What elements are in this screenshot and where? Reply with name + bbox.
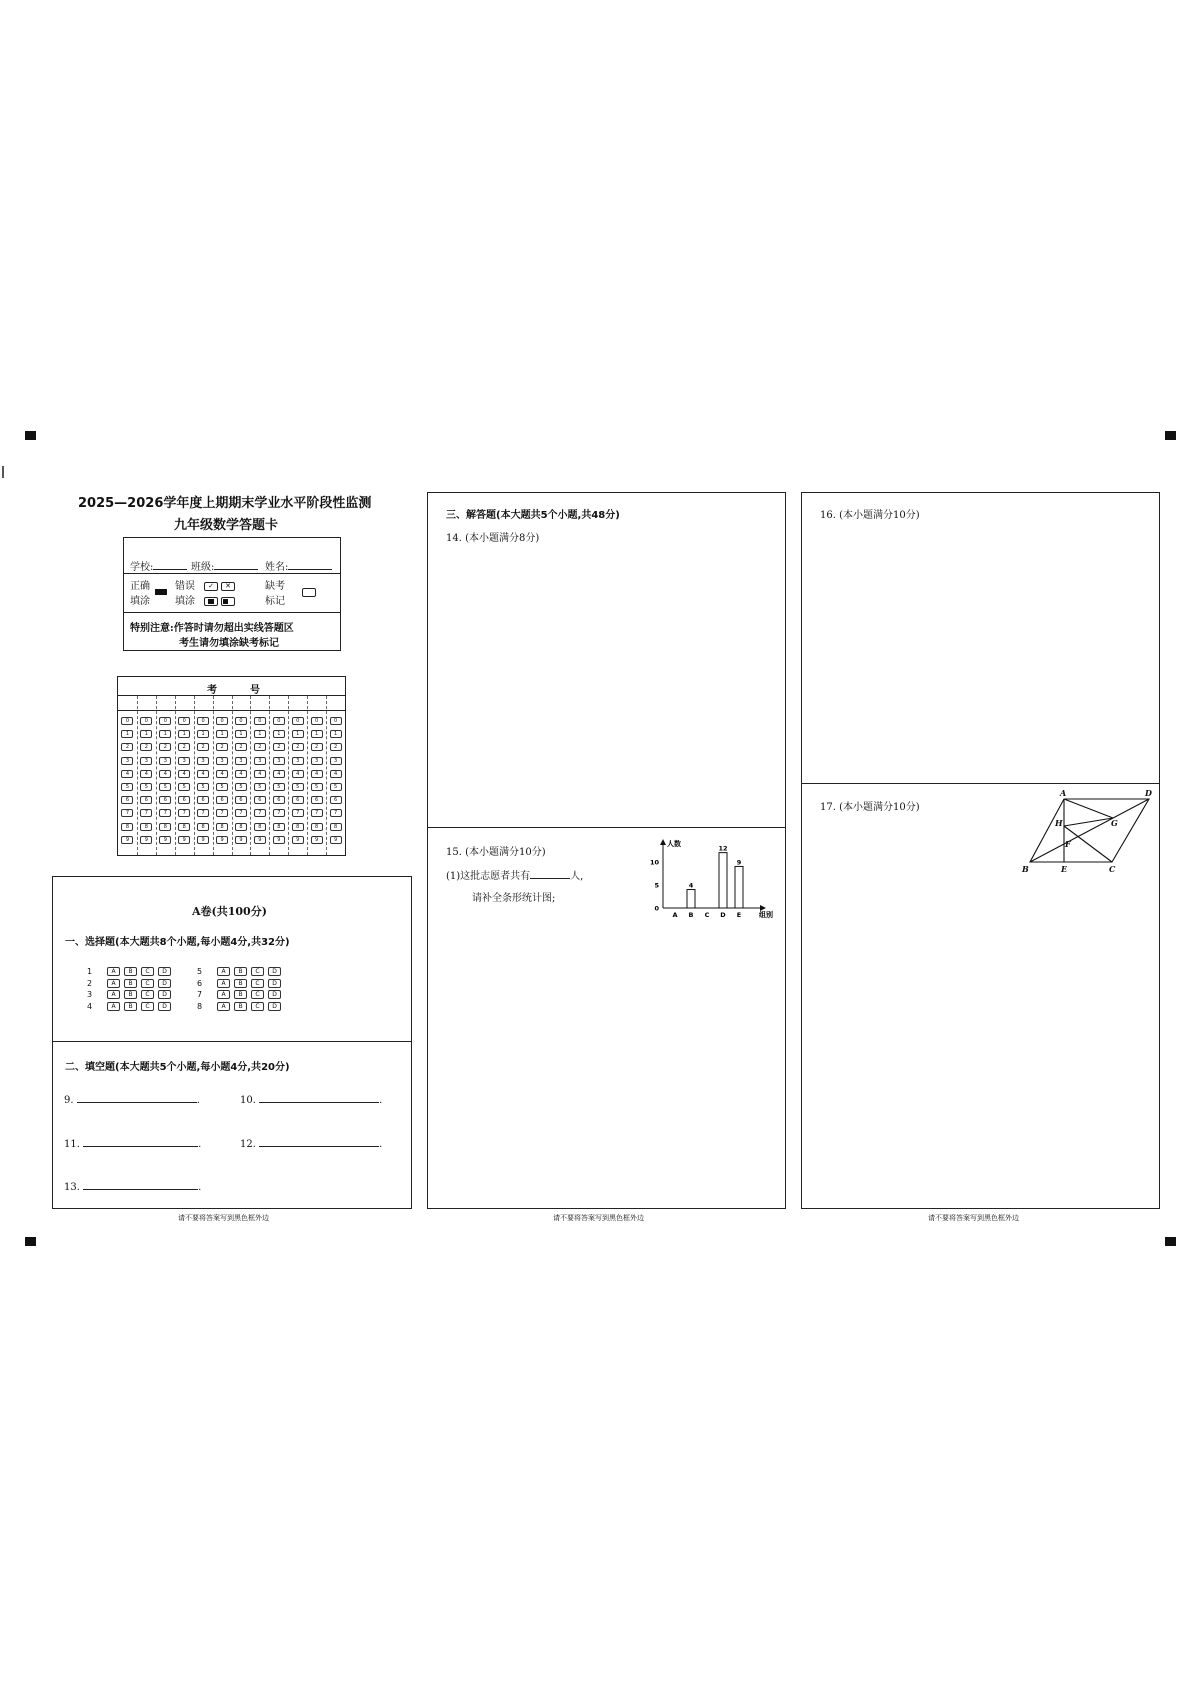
q14-label: 14. (本小题满分8分) (446, 533, 540, 544)
exam-id-digit-bubble[interactable]: 2 (311, 743, 323, 751)
exam-id-digit-bubble[interactable]: 7 (254, 809, 266, 817)
exam-id-digit-bubble[interactable]: 5 (311, 783, 323, 791)
point-label-d: D (1145, 790, 1152, 798)
school-field[interactable]: 学校: (130, 558, 187, 573)
mc-question-row (197, 979, 281, 988)
exam-id-digit-bubble[interactable]: 9 (292, 836, 304, 844)
exam-id-digit-bubble[interactable]: 5 (178, 783, 190, 791)
correct-fill-sample (155, 589, 167, 595)
bar-data-label: 9 (736, 858, 742, 867)
mc-option-bubble-b[interactable]: B (234, 990, 247, 999)
exam-id-digit-bubble[interactable]: 0 (178, 717, 190, 725)
exam-id-digit-bubble[interactable]: 4 (254, 770, 266, 778)
exam-id-digit-bubble[interactable]: 1 (197, 730, 209, 738)
exam-id-digit-bubble[interactable]: 6 (292, 796, 304, 804)
exam-id-column-divider (194, 696, 195, 855)
exam-id-digit-bubble[interactable]: 2 (235, 743, 247, 751)
mc-question-number: 4 (87, 1001, 93, 1011)
x-tick-label: C (704, 911, 710, 919)
point-label-e: E (1061, 864, 1068, 874)
wrong-fill-cross-icon: ✕ (221, 582, 235, 591)
exam-id-digit-bubble[interactable]: 4 (311, 770, 323, 778)
exam-id-digit-bubble[interactable]: 3 (216, 757, 228, 765)
registration-mark-bottom-left (25, 1237, 36, 1246)
exam-id-digit-bubble[interactable]: 4 (178, 770, 190, 778)
info-box-divider-1 (123, 573, 341, 574)
notice-line-2: 考生请勿填涂缺考标记 (179, 638, 279, 649)
exam-id-digit-bubble[interactable]: 9 (311, 836, 323, 844)
exam-id-digit-bubble[interactable]: 8 (273, 823, 285, 831)
exam-id-digit-bubble[interactable]: 7 (292, 809, 304, 817)
exam-id-digit-bubble[interactable]: 7 (159, 809, 171, 817)
mc-option-bubble-d[interactable]: D (158, 979, 171, 988)
q14-q15-divider (427, 827, 786, 828)
mc-option-bubble-a[interactable]: A (217, 990, 230, 999)
y-axis-arrow (660, 839, 666, 845)
exam-id-digit-bubble[interactable]: 6 (273, 796, 285, 804)
exam-id-digit-bubble[interactable]: 1 (140, 730, 152, 738)
mc-option-bubble-d[interactable]: D (158, 990, 171, 999)
exam-id-digit-bubble[interactable]: 3 (197, 757, 209, 765)
exam-id-digit-bubble[interactable]: 5 (197, 783, 209, 791)
exam-id-digit-bubble[interactable]: 3 (273, 757, 285, 765)
point-label-f: F (1065, 839, 1071, 849)
exam-id-digit-bubble[interactable]: 0 (330, 717, 342, 725)
exam-id-digit-bubble[interactable]: 0 (140, 717, 152, 725)
point-label-g: G (1111, 818, 1118, 828)
exam-id-digit-bubble[interactable]: 6 (140, 796, 152, 804)
bar-b (687, 890, 695, 908)
exam-id-digit-bubble[interactable]: 8 (235, 823, 247, 831)
exam-id-digit-bubble[interactable]: 2 (292, 743, 304, 751)
exam-id-column-divider (137, 696, 138, 855)
exam-id-digit-bubble[interactable]: 0 (159, 717, 171, 725)
exam-id-digit-bubble[interactable]: 1 (311, 730, 323, 738)
exam-id-digit-bubble[interactable]: 0 (235, 717, 247, 725)
mc-question-row (197, 967, 281, 976)
exam-id-digit-bubble[interactable]: 6 (216, 796, 228, 804)
exam-id-digit-bubble[interactable]: 9 (197, 836, 209, 844)
exam-id-digit-bubble[interactable]: 1 (216, 730, 228, 738)
x-tick-label: A (672, 911, 678, 919)
exam-id-digit-bubble[interactable]: 3 (292, 757, 304, 765)
section-three-title: 三、解答题(本大题共5个小题,共48分) (446, 510, 620, 521)
mc-question-number: 7 (197, 990, 203, 999)
mc-option-bubble-c[interactable]: C (141, 967, 154, 976)
mc-option-bubble-d[interactable]: D (268, 967, 281, 976)
y-tick-label: 0 (654, 904, 659, 913)
exam-id-digit-bubble[interactable]: 5 (292, 783, 304, 791)
exam-id-digit-bubble[interactable]: 4 (159, 770, 171, 778)
exam-id-digit-bubble[interactable]: 1 (235, 730, 247, 738)
mc-section-title: 一、选择题(本大题共8个小题,每小题4分,共32分) (65, 937, 290, 948)
exam-id-digit-bubble[interactable]: 4 (235, 770, 247, 778)
wrong-fill-dot-icon (204, 597, 218, 606)
exam-id-digit-bubble[interactable]: 0 (197, 717, 209, 725)
exam-id-digit-bubble[interactable]: 5 (273, 783, 285, 791)
mc-option-bubble-c[interactable]: C (251, 990, 264, 999)
registration-mark-top-right (1165, 431, 1176, 440)
fill-item-9[interactable]: 9. . (64, 1095, 200, 1106)
mc-option-bubble-a[interactable]: A (217, 1002, 230, 1011)
exam-id-column-divider (307, 696, 308, 855)
exam-id-label-1: 考 (207, 685, 217, 696)
exam-id-digit-bubble[interactable]: 8 (140, 823, 152, 831)
mc-option-bubble-b[interactable]: B (124, 990, 137, 999)
exam-id-digit-bubble[interactable]: 3 (235, 757, 247, 765)
q16-label: 16. (本小题满分10分) (820, 510, 920, 521)
exam-id-digit-bubble[interactable]: 6 (311, 796, 323, 804)
exam-id-digit-bubble[interactable]: 4 (292, 770, 304, 778)
mc-option-bubble-b[interactable]: B (124, 979, 137, 988)
section-a-box (52, 876, 412, 1209)
exam-id-digit-bubble[interactable]: 4 (216, 770, 228, 778)
q17-label: 17. (本小题满分10分) (820, 802, 920, 813)
exam-id-column-divider (326, 696, 327, 855)
bar-d (719, 853, 727, 908)
exam-id-digit-bubble[interactable]: 1 (292, 730, 304, 738)
bar-data-label: 12 (718, 844, 728, 853)
exam-id-digit-bubble[interactable]: 2 (178, 743, 190, 751)
exam-id-digit-bubble[interactable]: 6 (235, 796, 247, 804)
exam-id-column-divider (213, 696, 214, 855)
fill-item-10[interactable]: 10. . (240, 1095, 383, 1106)
exam-id-digit-bubble[interactable]: 0 (311, 717, 323, 725)
footer-note-2: 请不要将答案写到黑色框外边 (553, 1214, 644, 1222)
exam-id-digit-bubble[interactable]: 6 (254, 796, 266, 804)
exam-id-digit-bubble[interactable]: 2 (197, 743, 209, 751)
point-label-h: H (1055, 818, 1063, 828)
exam-id-digit-bubble[interactable]: 0 (216, 717, 228, 725)
exam-id-digit-bubble[interactable]: 9 (140, 836, 152, 844)
exam-id-digit-bubble[interactable]: 1 (254, 730, 266, 738)
exam-id-digit-bubble[interactable]: 1 (159, 730, 171, 738)
exam-id-digit-bubble[interactable]: 7 (216, 809, 228, 817)
point-label-b: B (1022, 864, 1029, 874)
exam-id-digit-bubble[interactable]: 5 (159, 783, 171, 791)
mc-option-bubble-a[interactable]: A (107, 990, 120, 999)
mc-option-bubble-c[interactable]: C (141, 1002, 154, 1011)
exam-id-digit-bubble[interactable]: 3 (159, 757, 171, 765)
exam-id-digit-bubble[interactable]: 4 (273, 770, 285, 778)
exam-id-digit-bubble[interactable]: 9 (216, 836, 228, 844)
mc-option-bubble-c[interactable]: C (251, 979, 264, 988)
exam-id-digit-bubble[interactable]: 1 (178, 730, 190, 738)
exam-id-digit-bubble[interactable]: 6 (197, 796, 209, 804)
segment-ag (1064, 799, 1113, 818)
section-a-title: A卷(共100分) (192, 905, 267, 918)
parallelogram-figure (1018, 790, 1158, 892)
exam-id-digit-bubble[interactable]: 4 (330, 770, 342, 778)
page-title: 2025—2026学年度上期期末学业水平阶段性监测 (78, 496, 372, 511)
mc-option-bubble-a[interactable]: A (107, 1002, 120, 1011)
exam-id-digit-bubble[interactable]: 2 (273, 743, 285, 751)
correct-fill-label: 正确 填涂 (130, 581, 150, 607)
exam-id-digit-bubble[interactable]: 2 (159, 743, 171, 751)
exam-id-digit-bubble[interactable]: 4 (140, 770, 152, 778)
registration-mark-top-left (25, 431, 36, 440)
exam-id-column-divider (250, 696, 251, 855)
footer-note-3: 请不要将答案写到黑色框外边 (928, 1214, 1019, 1222)
mc-option-bubble-b[interactable]: B (124, 967, 137, 976)
x-tick-label: D (720, 911, 726, 919)
exam-id-digit-bubble[interactable]: 0 (292, 717, 304, 725)
y-tick-label: 5 (654, 881, 659, 890)
wrong-fill-half-icon (221, 597, 235, 606)
exam-id-column-divider (288, 696, 289, 855)
mc-question-number: 1 (87, 967, 93, 976)
wrong-fill-label: 错误 填涂 (175, 581, 195, 607)
bar-e (735, 866, 743, 908)
point-label-a: A (1060, 790, 1067, 798)
exam-id-digit-bubble[interactable]: 2 (216, 743, 228, 751)
exam-id-digit-bubble[interactable]: 7 (330, 809, 342, 817)
scan-edge-mark (2, 466, 4, 478)
mc-option-bubble-a[interactable]: A (217, 979, 230, 988)
mc-question-number: 8 (197, 1001, 203, 1011)
exam-id-digit-bubble[interactable]: 5 (235, 783, 247, 791)
q15-label: 15. (本小题满分10分) (446, 847, 546, 858)
exam-id-digit-bubble[interactable]: 5 (330, 783, 342, 791)
mc-question-row (87, 967, 171, 976)
y-tick-label: 10 (649, 858, 659, 867)
exam-id-digit-bubble[interactable]: 6 (121, 796, 133, 804)
exam-id-digit-bubble[interactable]: 0 (121, 717, 133, 725)
exam-id-column-divider (156, 696, 157, 855)
absent-mark-bubble[interactable] (302, 588, 316, 597)
q15-part1-line1[interactable]: (1)这批志愿者共有 人, (446, 871, 584, 882)
exam-id-column-divider (175, 696, 176, 855)
q16-q17-divider (801, 783, 1160, 784)
exam-id-digit-bubble[interactable]: 8 (330, 823, 342, 831)
mc-question-number: 6 (197, 978, 203, 988)
exam-id-digit-bubble[interactable]: 5 (254, 783, 266, 791)
exam-id-digit-bubble[interactable]: 8 (159, 823, 171, 831)
exam-id-digit-bubble[interactable]: 6 (159, 796, 171, 804)
exam-id-digit-bubble[interactable]: 8 (178, 823, 190, 831)
mc-option-bubble-a[interactable]: A (107, 967, 120, 976)
exam-id-digit-bubble[interactable]: 7 (235, 809, 247, 817)
mc-question-row (197, 990, 281, 999)
fill-section-title: 二、填空题(本大题共5个小题,每小题4分,共20分) (65, 1062, 290, 1073)
mc-option-bubble-c[interactable]: C (141, 990, 154, 999)
exam-id-digit-bubble[interactable]: 7 (121, 809, 133, 817)
fill-item-12[interactable]: 12. . (240, 1139, 383, 1150)
exam-id-digit-bubble[interactable]: 9 (121, 836, 133, 844)
exam-id-digit-bubble[interactable]: 6 (178, 796, 190, 804)
mc-option-bubble-a[interactable]: A (217, 967, 230, 976)
x-axis-label: 组别 (759, 911, 773, 919)
mc-option-bubble-b[interactable]: B (124, 1002, 137, 1011)
info-box-divider-2 (123, 612, 341, 613)
class-field[interactable]: 班级: (191, 558, 258, 573)
mc-option-bubble-c[interactable]: C (251, 967, 264, 976)
mc-option-bubble-d[interactable]: D (158, 1002, 171, 1011)
exam-id-digit-bubble[interactable]: 1 (121, 730, 133, 738)
mc-option-bubble-c[interactable]: C (251, 1002, 264, 1011)
exam-id-digit-bubble[interactable]: 3 (121, 757, 133, 765)
exam-id-digit-bubble[interactable]: 8 (121, 823, 133, 831)
exam-id-digit-bubble[interactable]: 1 (273, 730, 285, 738)
exam-id-digit-bubble[interactable]: 0 (254, 717, 266, 725)
volunteer-bar-chart (645, 838, 775, 923)
exam-id-digit-bubble[interactable]: 7 (273, 809, 285, 817)
mc-question-number: 2 (87, 978, 93, 988)
mc-question-number: 5 (197, 967, 203, 976)
mc-question-row (87, 979, 171, 988)
mc-option-bubble-a[interactable]: A (107, 979, 120, 988)
exam-id-digit-bubble[interactable]: 3 (254, 757, 266, 765)
exam-id-digit-bubble[interactable]: 9 (178, 836, 190, 844)
mc-option-bubble-b[interactable]: B (234, 1002, 247, 1011)
exam-id-digit-bubble[interactable]: 8 (197, 823, 209, 831)
exam-id-digit-bubble[interactable]: 9 (235, 836, 247, 844)
wrong-fill-check-icon: ✓ (204, 582, 218, 591)
exam-id-digit-bubble[interactable]: 3 (330, 757, 342, 765)
exam-id-digit-bubble[interactable]: 2 (330, 743, 342, 751)
q15-part1-line2: 请补全条形统计图; (472, 893, 556, 904)
exam-id-digit-bubble[interactable]: 8 (292, 823, 304, 831)
mc-question-number: 3 (87, 990, 93, 999)
exam-id-digit-bubble[interactable]: 2 (140, 743, 152, 751)
registration-mark-bottom-right (1165, 1237, 1176, 1246)
exam-id-digit-bubble[interactable]: 8 (254, 823, 266, 831)
absent-mark-label: 缺考 标记 (265, 581, 285, 607)
exam-id-digit-bubble[interactable]: 2 (121, 743, 133, 751)
mc-option-bubble-b[interactable]: B (234, 979, 247, 988)
name-field[interactable]: 姓名: (265, 558, 332, 573)
exam-id-digit-bubble[interactable]: 5 (140, 783, 152, 791)
exam-id-digit-bubble[interactable]: 9 (159, 836, 171, 844)
mc-option-bubble-d[interactable]: D (268, 979, 281, 988)
exam-id-digit-bubble[interactable]: 2 (254, 743, 266, 751)
exam-id-digit-bubble[interactable]: 7 (178, 809, 190, 817)
exam-id-digit-bubble[interactable]: 7 (311, 809, 323, 817)
page-subtitle: 九年级数学答题卡 (174, 518, 279, 533)
exam-id-digit-bubble[interactable]: 9 (330, 836, 342, 844)
exam-id-column-divider (269, 696, 270, 855)
y-axis-label: 人数 (667, 840, 681, 848)
exam-id-digit-bubble[interactable]: 4 (121, 770, 133, 778)
exam-id-digit-bubble[interactable]: 8 (311, 823, 323, 831)
exam-id-digit-bubble[interactable]: 1 (330, 730, 342, 738)
exam-id-digit-bubble[interactable]: 6 (330, 796, 342, 804)
exam-id-digit-bubble[interactable]: 9 (273, 836, 285, 844)
exam-id-digit-bubble[interactable]: 5 (216, 783, 228, 791)
bar-data-label: 4 (688, 881, 694, 890)
exam-id-digit-bubble[interactable]: 5 (121, 783, 133, 791)
fill-item-13[interactable]: 13. . (64, 1182, 202, 1193)
mc-option-bubble-d[interactable]: D (268, 990, 281, 999)
section-a-divider (52, 1041, 412, 1042)
mc-question-row (197, 1002, 281, 1011)
point-label-c: C (1109, 864, 1116, 874)
exam-id-digit-bubble[interactable]: 3 (311, 757, 323, 765)
mc-question-row (87, 990, 171, 999)
footer-note-1: 请不要将答案写到黑色框外边 (178, 1214, 269, 1222)
exam-id-digit-bubble[interactable]: 7 (197, 809, 209, 817)
mc-question-row (87, 1002, 171, 1011)
exam-id-digit-bubble[interactable]: 3 (178, 757, 190, 765)
exam-id-digit-bubble[interactable]: 4 (197, 770, 209, 778)
mc-option-bubble-b[interactable]: B (234, 967, 247, 976)
x-tick-label: B (688, 911, 694, 919)
mc-option-bubble-d[interactable]: D (158, 967, 171, 976)
fill-item-11[interactable]: 11. . (64, 1139, 202, 1150)
notice-line-1: 特别注意:作答时请勿超出实线答题区 (130, 623, 294, 634)
exam-id-digit-bubble[interactable]: 7 (140, 809, 152, 817)
x-tick-label: E (736, 911, 742, 919)
exam-id-column-divider (232, 696, 233, 855)
exam-id-digit-bubble[interactable]: 8 (216, 823, 228, 831)
exam-id-label-2: 号 (250, 685, 260, 696)
exam-id-digit-bubble[interactable]: 0 (273, 717, 285, 725)
exam-id-digit-bubble[interactable]: 3 (140, 757, 152, 765)
mc-option-bubble-d[interactable]: D (268, 1002, 281, 1011)
exam-id-digit-bubble[interactable]: 9 (254, 836, 266, 844)
mc-option-bubble-c[interactable]: C (141, 979, 154, 988)
